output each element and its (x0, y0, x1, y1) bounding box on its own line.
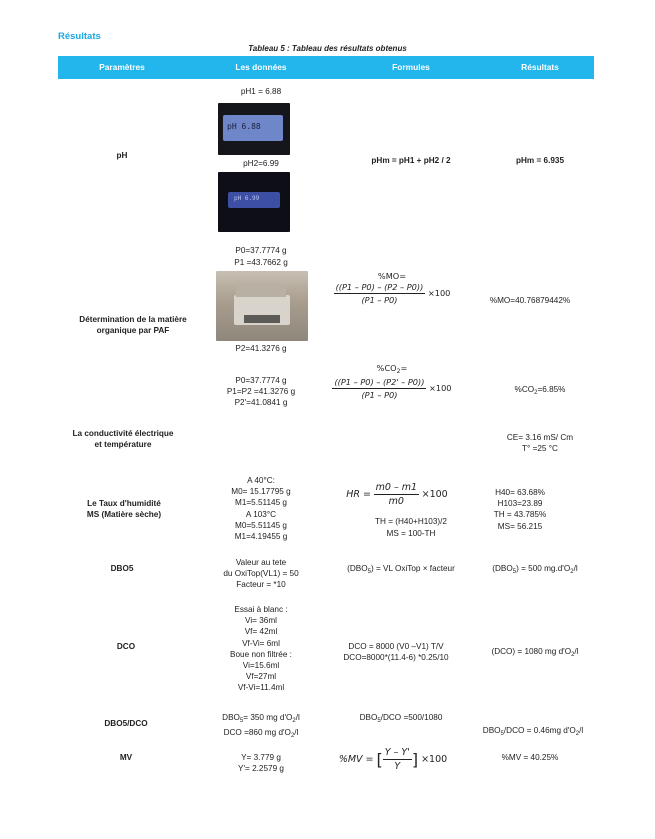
co2-p2prime: P2'=41.0841 g (234, 398, 288, 407)
dbo5-data (186, 557, 336, 591)
dbo5-formula: $(DBO_5)$ = VL OxiTop × facteur (347, 564, 455, 575)
ph-result: pHm = 6.935 (515, 156, 564, 165)
mv-data (186, 752, 336, 774)
humidity-data-line: M0= 15.17795 g (231, 487, 291, 497)
mv-data-y: Y= 3.779 g (241, 753, 281, 762)
ph-meter-photo-2 (218, 172, 290, 232)
table-header (58, 56, 594, 79)
humidity-data-line: A 103°C (245, 509, 277, 519)
param-mo-line1: Détermination de la matière (79, 315, 187, 324)
param-conductivity-line1: La conductivité électrique (72, 429, 174, 438)
dco-data-line: Boue non filtrée : (230, 649, 292, 659)
param-humidity (58, 498, 190, 520)
mo-p1: P1 =43.7662 g (234, 258, 288, 267)
dco-data (186, 604, 336, 694)
conductivity-result (486, 432, 594, 454)
mo-p2: P2=41.3276 g (235, 344, 287, 353)
ratio-formula: $DBO_5$/DCO =500/1080 (359, 713, 443, 724)
param-conductivity-line2: et température (94, 440, 152, 450)
mv-formula-lhs: %MV = (338, 754, 374, 765)
humidity-formula-th: TH = (H40+H103)/2 (375, 517, 447, 526)
ph-meter-photo-1 (218, 103, 290, 155)
param-mv: MV (119, 753, 133, 762)
humidity-formula-lhs: HR = (346, 489, 372, 500)
ph-formula: pHm = pH1 + pH2 / 2 (371, 156, 451, 165)
param-ph: pH (116, 151, 128, 160)
mv-result: %MV = 40.25% (501, 753, 559, 762)
co2-p1p2: P1=P2 =41.3276 g (226, 387, 296, 396)
param-dbo5: DBO5 (110, 564, 134, 573)
humidity-formula-numerator: m0 – m1 (375, 482, 418, 493)
mo-p0: P0=37.7774 g (235, 246, 287, 255)
mv-formula-numerator: Y – Y' (384, 747, 410, 758)
co2-formula-label: $\%CO_2=$ (376, 363, 408, 375)
param-dbo5-dco: DBO5/DCO (104, 719, 148, 728)
ph1-value: pH1 = 6.88 (240, 87, 282, 96)
mv-formula-denominator: Y (394, 761, 401, 772)
humidity-formula-ms: MS = 100-TH (386, 529, 436, 538)
mo-formula-multiplier: ×100 (427, 288, 451, 298)
mo-formula-denominator: (P1 – P0) (361, 295, 398, 305)
humidity-data-line: A 40°C: (247, 476, 275, 485)
dco-result: (DCO) = 1080 mg $d'O_2/l$ (491, 647, 579, 658)
param-dco: DCO (116, 642, 136, 651)
mo-result: %MO=40.76879442% (489, 296, 571, 305)
dbo5-data-line: Facteur = *10 (236, 580, 286, 590)
dco-data-line: Vf-Vi=11.4ml (237, 683, 285, 693)
humidity-formula-multiplier: ×100 (421, 489, 448, 500)
dbo5-data-line: Valeur au tete (235, 558, 287, 567)
dco-formula-line1: DCO = 8000 (V0 –V1) T/V (348, 642, 444, 651)
section-title: Résultats (58, 31, 101, 42)
dco-formula-line2: DCO=8000*(11.4-6) *0.25/10 (343, 653, 449, 663)
ratio-data-dbo5: $DBO_5= 350$ mg $d'O_2/l$ (222, 713, 300, 724)
mo-formula-label: %MO= (377, 271, 407, 281)
header-parametres: Paramètres (99, 62, 145, 72)
dco-data-line: Vf-Vi= 6ml (242, 638, 280, 648)
humidity-result-line: H40= 63.68% (495, 488, 545, 497)
co2-formula-multiplier: ×100 (429, 383, 452, 393)
dco-data-line: Vi=15.6ml (242, 661, 280, 671)
mv-data-yprime: Y'= 2.2579 g (238, 764, 284, 774)
humidity-data-line: M1=4.19455 g (234, 532, 288, 542)
param-humidity-line1: Le Taux d'humidité (87, 499, 161, 508)
co2-formula (330, 363, 454, 400)
ph-meter-screen-1: pH 6.88 (227, 122, 261, 131)
ph-meter-screen-2: pH 6.99 (234, 195, 260, 202)
co2-result: $\%CO_2=6.85\%$ (514, 385, 566, 396)
humidity-formula (330, 482, 464, 507)
dco-formula (321, 641, 471, 663)
humidity-result-line: H103=23.89 (497, 499, 543, 509)
param-conductivity (58, 428, 188, 450)
mo-formula-numerator: ((P1 – P0) – (P2 – P0)) (335, 282, 424, 292)
dco-data-line: Vi= 36ml (245, 616, 277, 626)
ratio-data-dco: DCO =860 mg $d'O_2/l$ (223, 728, 299, 740)
dco-data-line: Vf=27ml (245, 672, 277, 682)
humidity-formula-denominator: m0 (388, 496, 404, 507)
conductivity-ce: CE= 3.16 mS/ Cm (506, 433, 574, 442)
conductivity-temperature: T° =25 °C (522, 444, 558, 454)
header-formules: Formules (392, 62, 430, 72)
humidity-result-line: MS= 56.215 (497, 521, 543, 531)
header-donnees: Les données (235, 62, 287, 72)
humidity-results (466, 487, 574, 532)
ratio-result: $DBO_5$/DCO = 0.46mg $d'O_2/l$ (482, 726, 584, 737)
co2-formula-numerator: ((P1 – P0) – (P2' – P0)) (334, 377, 425, 387)
humidity-data (186, 475, 336, 542)
param-mo (58, 314, 208, 336)
dbo5-result: $(DBO_5) = 500$ $mg.d'O_2/l$ (492, 564, 578, 575)
param-mo-line2: organique par PAF (96, 326, 170, 336)
mo-formula (330, 271, 454, 305)
table-caption: Tableau 5 : Tableau des résultats obtenus (248, 44, 407, 53)
dco-data-line: Vf= 42ml (244, 627, 278, 637)
mv-formula: %MV = [ $\frac{Y - Y'}{Y}$ ] ×100 (338, 747, 448, 772)
ph2-value: pH2=6.99 (243, 159, 279, 168)
humidity-data-line: M0=5.51145 g (235, 520, 287, 530)
humidity-data-line: M1=5.51145 g (235, 498, 287, 508)
humidity-result-line: TH = 43.785% (493, 510, 547, 520)
co2-p0: P0=37.7774 g (235, 376, 287, 385)
mv-formula-multiplier: ×100 (421, 754, 448, 765)
header-resultats: Résultats (521, 62, 559, 72)
param-humidity-line2: MS (Matière sèche) (86, 510, 162, 520)
balance-photo (216, 271, 308, 341)
co2-formula-denominator: (P1 – P0) (361, 390, 398, 400)
ratio-data (186, 712, 336, 742)
dco-data-line: Essai à blanc : (234, 605, 288, 614)
dbo5-data-line: du OxiTop(VL1) = 50 (223, 569, 299, 579)
